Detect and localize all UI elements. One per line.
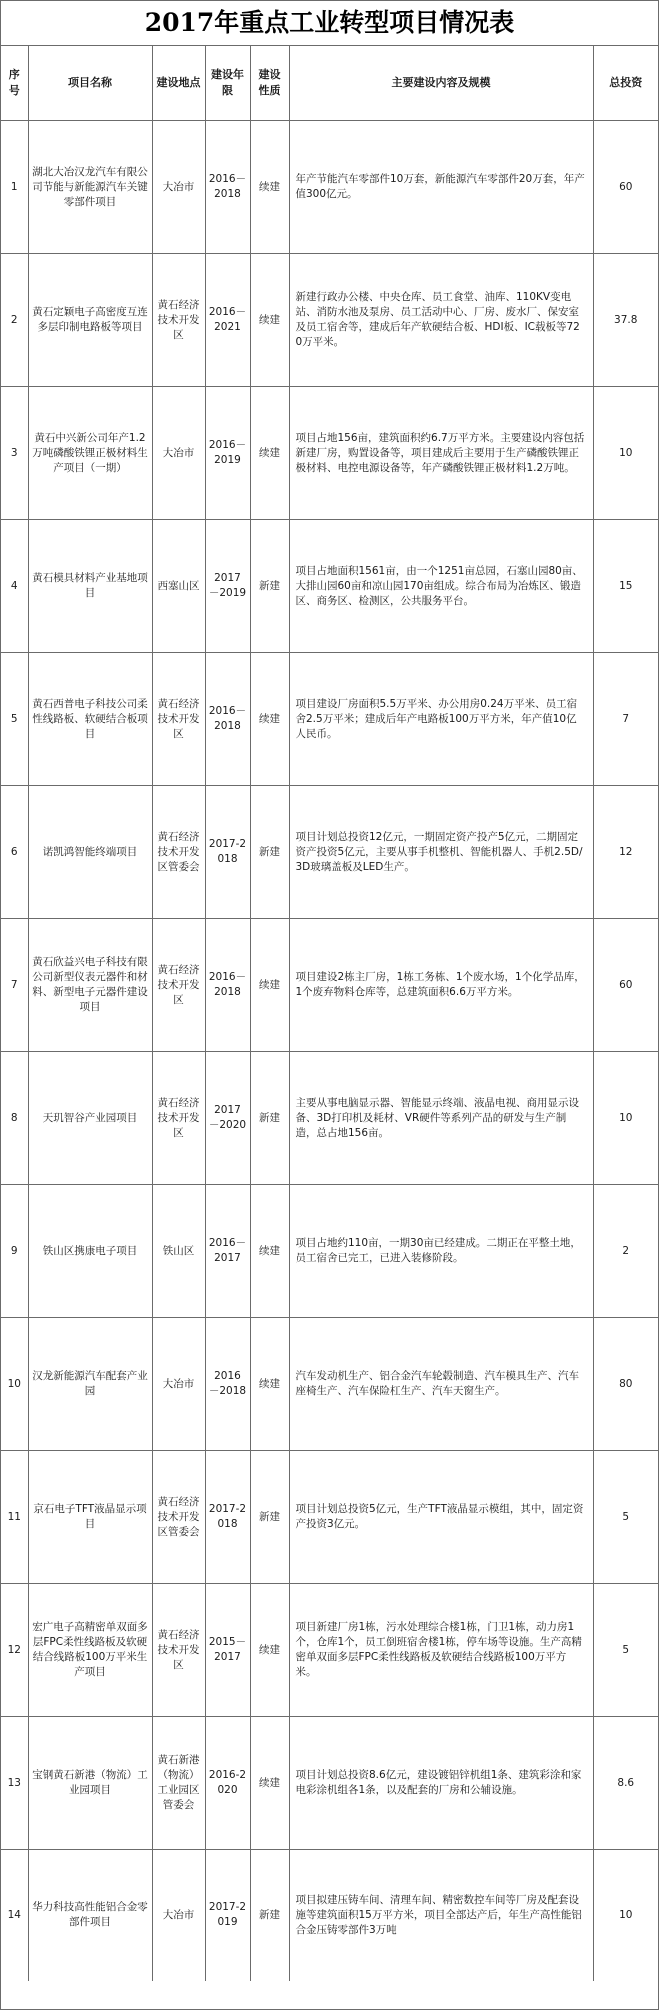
row-number: 3: [1, 387, 28, 520]
project-name: 华力科技高性能铝合金零部件项目: [28, 1850, 152, 1981]
project-location: 黄石经济技术开发区: [152, 1584, 205, 1717]
project-location: 黄石新港（物流）工业园区管委会: [152, 1717, 205, 1850]
project-investment: 12: [593, 786, 658, 919]
document-title: 2017年重点工业转型项目情况表: [1, 1, 658, 46]
project-name: 黄石中兴新公司年产1.2万吨磷酸铁锂正极材料生产项目（一期）: [28, 387, 152, 520]
project-name: 铁山区携康电子项目: [28, 1185, 152, 1318]
project-name: 汉龙新能源汽车配套产业园: [28, 1318, 152, 1451]
project-content: 项目占地156亩，建筑面积约6.7万平方米。主要建设内容包括新建厂房，购置设备等，项目建成后主要用于生产磷酸铁锂正极材料、电控电源设备等，年产磷酸铁锂正极材料1.2万吨。: [289, 387, 593, 520]
row-number: 4: [1, 520, 28, 653]
table-row: [1, 121, 658, 254]
project-years: 2016－2018: [205, 653, 250, 786]
header-type: 建设性质: [250, 46, 289, 121]
project-type: 新建: [250, 1451, 289, 1584]
project-location: 大冶市: [152, 1850, 205, 1981]
table-row: [1, 520, 658, 653]
project-investment: 60: [593, 919, 658, 1052]
project-investment: 10: [593, 1052, 658, 1185]
project-location: 黄石经济技术开发区: [152, 653, 205, 786]
project-investment: 5: [593, 1451, 658, 1584]
row-number: 14: [1, 1850, 28, 1981]
project-type: 续建: [250, 653, 289, 786]
table-row: [1, 919, 658, 1052]
project-years: 2016－2017: [205, 1185, 250, 1318]
project-name: 黄石模具材料产业基地项目: [28, 520, 152, 653]
project-content: 项目占地约110亩，一期30亩已经建成。二期正在平整土地，员工宿舍已完工，已进入装修阶段。: [289, 1185, 593, 1318]
project-location: 铁山区: [152, 1185, 205, 1318]
header-location: 建设地点: [152, 46, 205, 121]
header-years: 建设年限: [205, 46, 250, 121]
project-type: 续建: [250, 1717, 289, 1850]
project-investment: 37.8: [593, 254, 658, 387]
row-number: 5: [1, 653, 28, 786]
project-years: 2016 －2018: [205, 1318, 250, 1451]
project-investment: 80: [593, 1318, 658, 1451]
project-location: 黄石经济技术开发区管委会: [152, 1451, 205, 1584]
table-row: [1, 653, 658, 786]
project-investment: 7: [593, 653, 658, 786]
project-name: 天玑智谷产业园项目: [28, 1052, 152, 1185]
project-investment: 10: [593, 387, 658, 520]
project-investment: 8.6: [593, 1717, 658, 1850]
project-content: 项目计划总投资8.6亿元，建设镀铝锌机组1条、建筑彩涂和家电彩涂机组各1条，以及配套的厂房和公辅设施。: [289, 1717, 593, 1850]
project-investment: 2: [593, 1185, 658, 1318]
project-type: 续建: [250, 387, 289, 520]
project-content: 主要从事电脑显示器、智能显示终端、液晶电视、商用显示设备、3D打印机及耗材、VR硬件等系列产品的研发与生产制造，总占地156亩。: [289, 1052, 593, 1185]
project-location: 大冶市: [152, 1318, 205, 1451]
project-name: 京石电子TFT液晶显示项目: [28, 1451, 152, 1584]
row-number: 12: [1, 1584, 28, 1717]
row-number: 13: [1, 1717, 28, 1850]
project-location: 黄石经济技术开发区: [152, 919, 205, 1052]
project-years: 2016－2019: [205, 387, 250, 520]
table-row: [1, 1451, 658, 1584]
project-name: 黄石欣益兴电子科技有限公司新型仪表元器件和材料、新型电子元器件建设项目: [28, 919, 152, 1052]
project-years: 2016－2018: [205, 121, 250, 254]
project-content: 项目建设厂房面积5.5万平米、办公用房0.24万平米、员工宿舍2.5万平米；建成后年产电路板100万平方米，年产值10亿人民币。: [289, 653, 593, 786]
project-years: 2017 －2020: [205, 1052, 250, 1185]
project-years: 2017-2019: [205, 1850, 250, 1981]
project-name: 湖北大冶汉龙汽车有限公司节能与新能源汽车关键零部件项目: [28, 121, 152, 254]
project-years: 2015－2017: [205, 1584, 250, 1717]
project-type: 新建: [250, 1052, 289, 1185]
project-location: 大冶市: [152, 121, 205, 254]
row-number: 9: [1, 1185, 28, 1318]
project-name: 宝钢黄石新港（物流）工业园项目: [28, 1717, 152, 1850]
project-investment: 60: [593, 121, 658, 254]
row-number: 6: [1, 786, 28, 919]
project-type: 续建: [250, 1318, 289, 1451]
header-name: 项目名称: [28, 46, 152, 121]
table-row: [1, 1717, 658, 1850]
project-name: 黄石西普电子科技公司柔性线路板、软硬结合板项目: [28, 653, 152, 786]
row-number: 1: [1, 121, 28, 254]
row-number: 11: [1, 1451, 28, 1584]
project-name: 黄石定颖电子高密度互连多层印制电路板等项目: [28, 254, 152, 387]
project-type: 新建: [250, 520, 289, 653]
row-number: 8: [1, 1052, 28, 1185]
project-content: 项目计划总投资12亿元，一期固定资产投产5亿元，二期固定资产投资5亿元，主要从事手机整机、智能机器人、手机2.5D/3D玻璃盖板及LED生产。: [289, 786, 593, 919]
project-content: 年产节能汽车零部件10万套，新能源汽车零部件20万套，年产值300亿元。: [289, 121, 593, 254]
row-number: 10: [1, 1318, 28, 1451]
header-investment: 总投资: [593, 46, 658, 121]
project-content: 项目拟建压铸车间、清理车间、精密数控车间等厂房及配套设施等建筑面积15万平方米，项目全部达产后，年生产高性能铝合金压铸零部件3万吨: [289, 1850, 593, 1981]
project-years: 2017 －2019: [205, 520, 250, 653]
table-row: [1, 387, 658, 520]
project-location: 黄石经济技术开发区: [152, 254, 205, 387]
project-location: 黄石经济技术开发区: [152, 1052, 205, 1185]
project-type: 续建: [250, 1185, 289, 1318]
table-row: [1, 1318, 658, 1451]
project-years: 2017-2018: [205, 786, 250, 919]
table-row: [1, 1185, 658, 1318]
project-years: 2016－2018: [205, 919, 250, 1052]
project-location: 西塞山区: [152, 520, 205, 653]
header-row: [1, 46, 658, 121]
row-number: 7: [1, 919, 28, 1052]
project-content: 汽车发动机生产、铝合金汽车轮毂制造、汽车模具生产、汽车座椅生产、汽车保险杠生产、汽车天窗生产。: [289, 1318, 593, 1451]
project-years: 2016－2021: [205, 254, 250, 387]
project-investment: 15: [593, 520, 658, 653]
project-content: 项目建设2栋主厂房，1栋工务栋、1个废水场，1个化学品库，1个废弃物料仓库等，总建筑面积6.6万平方米。: [289, 919, 593, 1052]
project-name: 宏广电子高精密单双面多层FPC柔性线路板及软硬结合线路板100万平米生产项目: [28, 1584, 152, 1717]
project-content: 项目新建厂房1栋，污水处理综合楼1栋，门卫1栋，动力房1个，仓库1个，员工倒班宿舍楼1栋，停车场等设施。生产高精密单双面多层FPC柔性线路板及软硬结合线路板100万平方米。: [289, 1584, 593, 1717]
project-type: 新建: [250, 786, 289, 919]
table-row: [1, 1584, 658, 1717]
project-content: 项目计划总投资5亿元，生产TFT液晶显示模组，其中，固定资产投资3亿元。: [289, 1451, 593, 1584]
project-location: 大冶市: [152, 387, 205, 520]
project-type: 续建: [250, 919, 289, 1052]
project-type: 续建: [250, 254, 289, 387]
header-content: 主要建设内容及规模: [289, 46, 593, 121]
project-investment: 10: [593, 1850, 658, 1981]
project-type: 续建: [250, 121, 289, 254]
table-row: [1, 1850, 658, 1981]
project-years: 2017-2018: [205, 1451, 250, 1584]
row-number: 2: [1, 254, 28, 387]
project-content: 项目占地面积1561亩，由一个1251亩总园，石塞山园80亩、大排山园60亩和凉山园170亩组成。综合布局为冶炼区、锻造区、商务区、检测区，公共服务平台。: [289, 520, 593, 653]
project-content: 新建行政办公楼、中央仓库、员工食堂、油库、110KV变电站、消防水池及泵房、员工活动中心、厂房、废水厂、保安室及员工宿舍等，建成后年产软硬结合板、HDI板、IC载板等720万平米。: [289, 254, 593, 387]
project-years: 2016-2020: [205, 1717, 250, 1850]
table-row: [1, 254, 658, 387]
project-table: [1, 46, 658, 1981]
project-investment: 5: [593, 1584, 658, 1717]
header-no: 序号: [1, 46, 28, 121]
project-name: 诺凯鸿智能终端项目: [28, 786, 152, 919]
project-type: 新建: [250, 1850, 289, 1981]
project-type: 续建: [250, 1584, 289, 1717]
table-row: [1, 786, 658, 919]
table-row: [1, 1052, 658, 1185]
project-location: 黄石经济技术开发区管委会: [152, 786, 205, 919]
